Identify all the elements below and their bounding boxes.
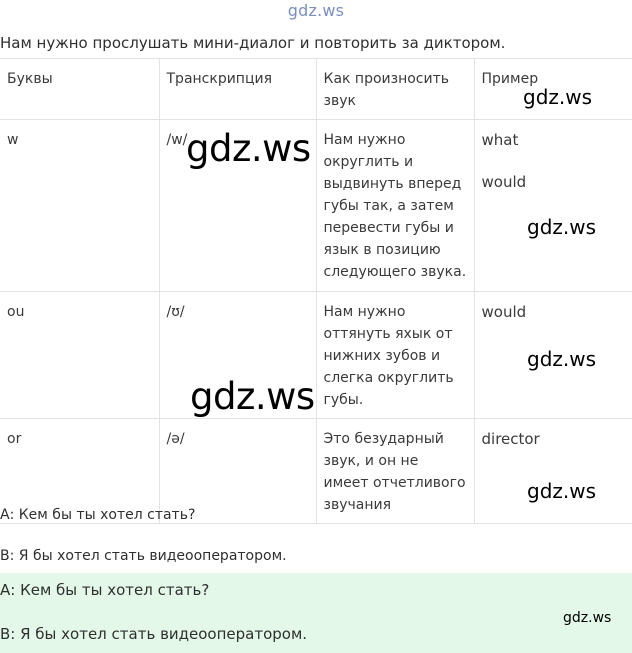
cell-letters: or (0, 419, 159, 524)
cell-pronunciation: Нам нужно оттянуть яхык от нижних зубов и слегка округлить губы. (316, 292, 474, 419)
site-watermark: gdz.ws (527, 347, 597, 371)
header-letters: Буквы (0, 59, 159, 120)
table-row (0, 120, 632, 292)
site-watermark: gdz.ws (190, 375, 315, 418)
dialog-line-b: В: Я бы хотел стать видеооператором. (0, 548, 287, 564)
translation-line-b: В: Я бы хотел стать видеооператором. (0, 625, 308, 643)
header-example: Пример (474, 59, 632, 120)
site-watermark: gdz.ws (563, 610, 612, 626)
dialog-line-a: А: Кем бы ты хотел стать? (0, 507, 196, 523)
site-watermark: gdz.ws (527, 479, 597, 503)
phonetics-table (0, 58, 632, 524)
cell-examples (474, 419, 632, 524)
header-transcription: Транскрипция (159, 59, 316, 120)
site-watermark: gdz.ws (523, 85, 593, 109)
cell-letters: w (0, 120, 159, 292)
instruction-text: Нам нужно прослушать мини-диалог и повторить за диктором. (0, 34, 506, 52)
cell-examples (474, 120, 632, 292)
cell-transcription: /w/ (159, 120, 316, 292)
cell-transcription: /ə/ (159, 419, 316, 524)
cell-pronunciation: Это безударный звук, и он не имеет отчетливого звучания (316, 419, 474, 524)
cell-letters: ou (0, 292, 159, 419)
cell-transcription: /ʊ/ (159, 292, 316, 419)
site-watermark: gdz.ws (186, 127, 311, 170)
header-pronunciation: Как произносить звук (316, 59, 474, 120)
example-word: director (481, 430, 540, 448)
example-word: would (481, 303, 527, 321)
site-watermark: gdz.ws (527, 215, 597, 239)
example-word: would (481, 173, 527, 191)
site-watermark-top: gdz.ws (287, 1, 345, 20)
example-word: what (481, 131, 519, 149)
cell-pronunciation: Нам нужно округлить и выдвинуть вперед губы так, а затем перевести губы и язык в позицию следующего звука. (316, 120, 474, 292)
translation-line-a: А: Кем бы ты хотел стать? (0, 581, 210, 599)
